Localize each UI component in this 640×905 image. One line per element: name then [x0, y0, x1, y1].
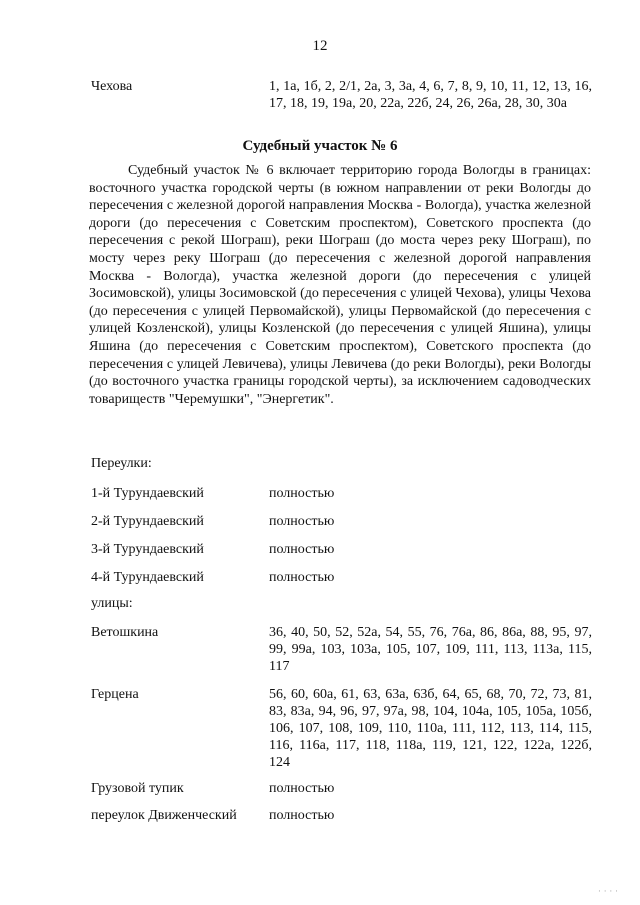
streets-heading: улицы: [91, 596, 133, 611]
street-name: Герцена [91, 687, 139, 702]
street-name: Ветошкина [91, 625, 159, 640]
lanes-heading: Переулки: [91, 456, 152, 471]
house-numbers: полностью [269, 808, 335, 823]
section-title: Судебный участок № 6 [242, 138, 398, 154]
lane-value: полностью [269, 514, 335, 529]
lane-name: 3-й Турундаевский [91, 542, 204, 557]
house-numbers: полностью [269, 781, 335, 796]
house-numbers: 36, 40, 50, 52, 52а, 54, 55, 76, 76а, 86, 86а, 88, 95, 97, 99, 99а, 103, 103а, 105, 107, 109, 111, 113, 113а, 115, 117 [269, 625, 592, 674]
lane-value: полностью [269, 570, 335, 585]
house-numbers: 56, 60, 60а, 61, 63, 63а, 63б, 64, 65, 68, 70, 72, 73, 81, 83, 83а, 94, 96, 97, 97а, 98, 104, 104а, 105, 105а, 105б, 106, 107, 108, 109, 110, 110а, 111, 112, 113, 114, 115, 116, 116а, 117, 118, 118а, 119, 121, 122, 122а, 122б, 124 [269, 687, 592, 770]
scan-artifact: · · · · [597, 887, 618, 897]
lane-value: полностью [269, 486, 335, 501]
lane-name: 2-й Турундаевский [91, 514, 204, 529]
page-number: 12 [312, 38, 328, 54]
house-numbers: 1, 1а, 1б, 2, 2/1, 2а, 3, 3а, 4, 6, 7, 8, 9, 10, 11, 12, 13, 16, 17, 18, 19, 19а, 20, 22а, 22б, 24, 26, 26а, 28, 30, 30а [269, 79, 592, 111]
lane-name: 4-й Турундаевский [91, 570, 204, 585]
street-name: Грузовой тупик [91, 781, 184, 796]
street-name: Чехова [91, 79, 133, 94]
street-name: переулок Движенческий [91, 808, 237, 823]
lane-name: 1-й Турундаевский [91, 486, 204, 501]
lane-value: полностью [269, 542, 335, 557]
section-description: Судебный участок № 6 включает территорию города Вологды в границах: восточного участка городской черты (в южном направлении от реки Вологды до пересечения с железной дорогой направления Москва - Вологда), участка железной дороги (до пересечения с Советским проспектом), Советского проспекта (до пересечения с рекой Шограш), реки Шограш (до моста через реку Шограш), по мосту через реку Шограш (до пересечения с железной дорогой направления Москва - Вологда), участка железной дороги (до пересечения с улицей Зосимовской), улицы Зосимовской (до пересечения с улицей Чехова), улицы Чехова (до пересечения с улицей Первомайской), улицы Первомайской (до пересечения с улицей Козленской), улицы Козленской (до пересечения с улицей Яшина), улицы Яшина (до пересечения с Советским проспектом), Советского проспекта (до пересечения с улицей Левичева), улицы Левичева (до реки Вологды), реки Вологды (до восточного участка границы городской черты), за исключением садоводческих товариществ "Черемушки", "Энергетик". [89, 163, 591, 407]
